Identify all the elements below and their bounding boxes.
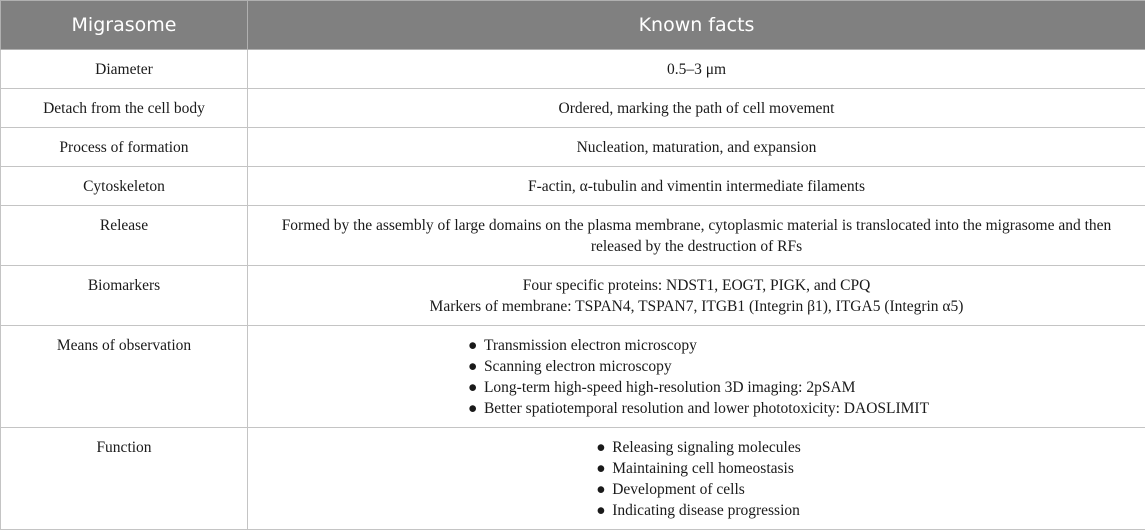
row-label: Detach from the cell body [1,89,248,128]
bullet-icon: ● [596,458,605,479]
row-label: Biomarkers [1,266,248,326]
row-value [248,206,1145,266]
observation-list [464,335,929,419]
list-item: ● Scanning electron microscopy [464,356,929,377]
table-row [1,50,1145,89]
bullet-icon: ● [596,500,605,521]
row-value: Ordered, marking the path of cell movement [248,89,1145,128]
release-line-1: Formed by the assembly of large domains on the plasma membrane, cytoplasmic material is translocated into the migrasome and then [256,215,1137,236]
list-item: ● Transmission electron microscopy [464,335,929,356]
row-value: 0.5–3 μm [248,50,1145,89]
table-row [1,128,1145,167]
row-value: Nucleation, maturation, and expansion [248,128,1145,167]
row-value [248,266,1145,326]
row-value [248,326,1145,428]
table-row [1,326,1145,428]
table-row [1,89,1145,128]
bullet-icon: ● [596,479,605,500]
bullet-icon: ● [596,437,605,458]
biomarkers-line-1: Four specific proteins: NDST1, EOGT, PIGK, and CPQ [256,275,1137,296]
row-label: Release [1,206,248,266]
list-item: ● Long-term high-speed high-resolution 3D imaging: 2pSAM [464,377,929,398]
table-row [1,167,1145,206]
release-line-2: released by the destruction of RFs [256,236,1137,257]
list-item: ● Indicating disease progression [592,500,801,521]
table-row [1,266,1145,326]
list-item: ● Maintaining cell homeostasis [592,458,801,479]
bullet-icon: ● [468,356,477,377]
bullet-icon: ● [468,398,477,419]
row-label: Cytoskeleton [1,167,248,206]
row-label: Function [1,428,248,530]
row-label: Process of formation [1,128,248,167]
row-value: F-actin, α-tubulin and vimentin intermediate filaments [248,167,1145,206]
bullet-icon: ● [468,377,477,398]
list-item: ● Development of cells [592,479,801,500]
list-item: ● Better spatiotemporal resolution and lower phototoxicity: DAOSLIMIT [464,398,929,419]
table-row [1,206,1145,266]
bullet-icon: ● [468,335,477,356]
row-label: Means of observation [1,326,248,428]
list-item: ● Releasing signaling molecules [592,437,801,458]
header-known-facts: Known facts [248,1,1145,50]
biomarkers-line-2: Markers of membrane: TSPAN4, TSPAN7, ITGB1 (Integrin β1), ITGA5 (Integrin α5) [256,296,1137,317]
header-row [1,1,1145,50]
row-value [248,428,1145,530]
table-row [1,428,1145,530]
header-migrasome: Migrasome [1,1,248,50]
row-label: Diameter [1,50,248,89]
function-list [592,437,801,521]
